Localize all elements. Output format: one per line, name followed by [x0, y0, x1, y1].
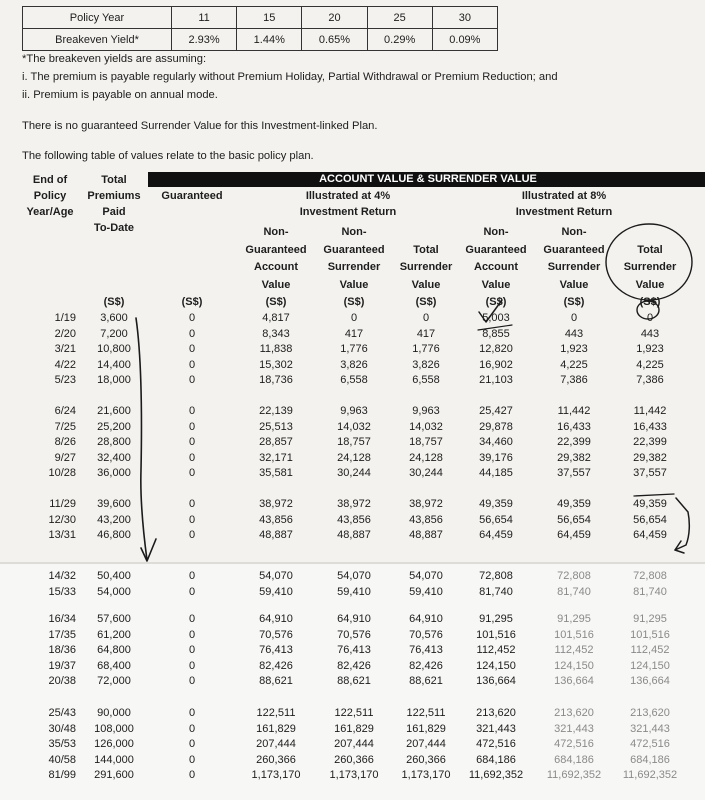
total-surrender-value-4-cell: 18,757: [409, 436, 443, 449]
policy-year-label: Policy Year: [23, 7, 172, 29]
total-surrender-value-8-cell: 11,442: [633, 405, 667, 417]
breakeven-note-item-2: ii. Premium is payable on annual mode.: [22, 89, 218, 101]
total-premiums-cell: 291,600: [94, 769, 134, 782]
breakeven-note-item-1: i. The premium is payable regularly without Premium Holiday, Partial Withdrawal or Premium Reduction; and: [22, 71, 558, 83]
total-premiums-cell: 126,000: [94, 738, 134, 751]
policy-year-cell: 20: [302, 7, 367, 29]
guaranteed-cell: 0: [188, 343, 196, 356]
ng-account-value-4-cell: 122,511: [256, 707, 296, 719]
total-surrender-value-4-cell: 82,426: [409, 659, 443, 672]
ng-surrender-value-8-cell: 11,442: [557, 405, 591, 417]
guaranteed-cell: 0: [188, 529, 196, 542]
ng-surrender-value-4-cell: 1,173,170: [329, 769, 379, 782]
policy-year-age-cell: 14/32: [48, 570, 76, 582]
ng-surrender-value-4-cell: 122,511: [334, 707, 374, 719]
total-surrender-value-8-cell: 124,150: [630, 659, 670, 672]
policy-year-age-cell: 1/19: [54, 312, 76, 324]
ng-surrender-value-4-cell: 417: [344, 327, 364, 340]
ng-surrender-value-4-cell: 70,576: [337, 628, 371, 641]
breakeven-yield-cell: 0.29%: [367, 29, 432, 51]
ng-surrender-value-8-cell: 124,150: [554, 659, 594, 672]
policy-year-age-cell: 40/58: [48, 753, 76, 766]
ng-account-value-4-cell: 207,444: [256, 738, 296, 751]
handwritten-strike: [478, 325, 512, 330]
total-surrender-value-8-cell: 37,557: [633, 467, 667, 480]
total-surrender-value-8-cell: 29,382: [633, 451, 667, 464]
ng-account-value-4-cell: 15,302: [259, 358, 293, 371]
ng-account-value-8-cell: 8,855: [482, 327, 510, 340]
ng-surrender-value-4-cell: 260,366: [334, 753, 374, 766]
policy-year-age-cell: 25/43: [48, 707, 76, 719]
ng-account-value-8-cell: 124,150: [476, 659, 516, 672]
total-surrender-value-8-cell: 136,664: [630, 675, 670, 688]
ng-surrender-value-8-cell: 101,516: [554, 628, 594, 641]
total-surrender-value-8-cell: 49,359: [633, 498, 667, 510]
ng-surrender-value-8-cell: 7,386: [560, 374, 588, 387]
total-premiums-cell: 43,200: [97, 513, 131, 526]
ng-account-value-8-cell: 72,808: [479, 570, 513, 582]
total-surrender-value-8-cell: 112,452: [630, 644, 670, 657]
total-surrender-value-8-cell: 22,399: [633, 436, 667, 449]
policy-year-age-cell: 7/25: [54, 420, 76, 433]
breakeven-yield-cell: 0.09%: [432, 29, 497, 51]
unit-label: (S$): [103, 296, 125, 308]
breakeven-yield-cell: 2.93%: [172, 29, 237, 51]
ng-surrender-value-4-cell: 59,410: [337, 585, 371, 598]
ng-account-value-8-cell: 25,427: [479, 405, 513, 417]
ng-surrender-value-8-cell: 64,459: [557, 529, 591, 542]
ng-account-value-8-cell: 112,452: [476, 644, 516, 657]
total-surrender-value-4-cell: 161,829: [406, 722, 446, 735]
ng-surrender-value-4-cell: 76,413: [337, 644, 371, 657]
total-surrender-value-4-cell: 6,558: [412, 374, 440, 387]
total-surrender-value-4-cell: 30,244: [409, 467, 443, 480]
total-premiums-cell: 7,200: [100, 327, 128, 340]
ng-account-value-4-cell: 88,621: [259, 675, 293, 688]
unit-label: (S$): [415, 296, 437, 308]
ng-surrender-value-8-cell: 472,516: [554, 738, 594, 751]
policy-year-age-cell: 11/29: [49, 498, 76, 510]
ng-surrender-value-4-cell: 3,826: [340, 358, 368, 371]
ng-surrender-value-4-cell: 9,963: [340, 405, 368, 417]
ng-surrender-value-4-cell: 82,426: [337, 659, 371, 672]
guaranteed-cell: 0: [188, 405, 196, 417]
total-surrender-value-8-cell: 91,295: [633, 613, 667, 625]
ng-surrender-value-8-cell: 443: [564, 327, 584, 340]
policy-year-cell: 25: [367, 7, 432, 29]
ng-surrender-value-8-cell: 136,664: [554, 675, 594, 688]
total-surrender-value-4-cell: 43,856: [409, 513, 443, 526]
policy-year-age-cell: 18/36: [48, 644, 76, 657]
ng-account-value-8-cell: 684,186: [476, 753, 516, 766]
guaranteed-header: Guaranteed: [161, 190, 223, 202]
total-surrender-value-4-cell: 48,887: [409, 529, 443, 542]
total-premiums-cell: 18,000: [97, 374, 131, 387]
total-surrender-value-4-cell: 122,511: [406, 707, 446, 719]
guaranteed-cell: 0: [188, 753, 196, 766]
ng-account-value-8-cell: 39,176: [479, 451, 513, 464]
breakeven-note-heading: *The breakeven yields are assuming:: [22, 53, 207, 65]
guaranteed-cell: 0: [188, 659, 196, 672]
policy-year-age-cell: 30/48: [48, 722, 76, 735]
policy-year-age-cell: 15/33: [48, 585, 76, 598]
ng-surrender-value-8-header: Non- Guaranteed Surrender Value: [543, 226, 605, 291]
ng-surrender-value-8-cell: 81,740: [557, 585, 591, 598]
policy-year-age-cell: 10/28: [48, 467, 76, 480]
ng-surrender-value-8-cell: 49,359: [557, 498, 591, 510]
policy-year-cell: 30: [432, 7, 497, 29]
total-surrender-value-8-cell: 4,225: [636, 358, 664, 371]
policy-year-age-cell: 16/34: [48, 613, 76, 625]
total-premiums-cell: 28,800: [97, 436, 131, 449]
total-premiums-cell: 25,200: [97, 420, 131, 433]
guaranteed-cell: 0: [188, 769, 196, 782]
ng-account-value-8-cell: 5,003: [482, 312, 510, 324]
total-surrender-value-4-cell: 417: [416, 327, 436, 340]
total-surrender-value-8-cell: 0: [646, 312, 654, 324]
total-surrender-value-4-cell: 207,444: [406, 738, 446, 751]
total-surrender-value-8-cell: 684,186: [630, 753, 670, 766]
unit-label: (S$): [485, 296, 507, 308]
ng-account-value-4-cell: 76,413: [259, 644, 293, 657]
ng-surrender-value-4-cell: 88,621: [337, 675, 371, 688]
ng-account-value-4-cell: 32,171: [259, 451, 293, 464]
policy-year-age-cell: 4/22: [54, 358, 76, 371]
policy-year-age-cell: 81/99: [48, 769, 76, 782]
breakeven-yield-label: Breakeven Yield*: [23, 29, 172, 51]
handwritten-bracket: [675, 498, 689, 550]
total-surrender-value-8-cell: 1,923: [636, 343, 664, 356]
total-premiums-cell: 36,000: [97, 467, 131, 480]
handwritten-arrow-line: [136, 318, 147, 560]
no-surrender-value-note: There is no guaranteed Surrender Value for this Investment-linked Plan.: [22, 120, 378, 132]
total-surrender-value-4-cell: 9,963: [412, 405, 440, 417]
ng-account-value-8-cell: 64,459: [479, 529, 513, 542]
total-premiums-cell: 3,600: [100, 312, 128, 324]
ng-surrender-value-8-cell: 91,295: [557, 613, 591, 625]
guaranteed-cell: 0: [188, 738, 196, 751]
total-premiums-cell: 64,800: [97, 644, 131, 657]
policy-year-age-cell: 6/24: [54, 405, 76, 417]
ng-account-value-8-cell: 101,516: [476, 628, 516, 641]
ng-account-value-4-cell: 54,070: [259, 570, 293, 582]
total-surrender-value-4-cell: 14,032: [409, 420, 443, 433]
guaranteed-cell: 0: [188, 570, 196, 582]
ng-surrender-value-4-cell: 207,444: [334, 738, 374, 751]
breakeven-yield-cell: 1.44%: [237, 29, 302, 51]
total-surrender-value-8-cell: 472,516: [630, 738, 670, 751]
total-premiums-cell: 50,400: [97, 570, 131, 582]
ng-account-value-8-cell: 29,878: [479, 420, 513, 433]
ng-surrender-value-4-cell: 6,558: [340, 374, 368, 387]
total-surrender-value-8-cell: 16,433: [633, 420, 667, 433]
handwritten-circle-zero: [637, 301, 659, 319]
ng-surrender-value-8-cell: 72,808: [557, 570, 591, 582]
handwritten-strike: [634, 494, 674, 496]
ng-account-value-8-cell: 56,654: [479, 513, 513, 526]
ng-account-value-8-cell: 472,516: [476, 738, 516, 751]
guaranteed-cell: 0: [188, 358, 196, 371]
ng-surrender-value-4-cell: 30,244: [337, 467, 371, 480]
total-surrender-value-4-cell: 260,366: [406, 753, 446, 766]
ng-account-value-4-cell: 161,829: [256, 722, 296, 735]
total-premiums-cell: 39,600: [97, 498, 131, 510]
ng-surrender-value-8-cell: 22,399: [557, 436, 591, 449]
total-surrender-value-8-cell: 443: [640, 327, 660, 340]
policy-year-age-cell: 35/53: [48, 738, 76, 751]
guaranteed-cell: 0: [188, 628, 196, 641]
ng-surrender-value-4-cell: 14,032: [337, 420, 371, 433]
policy-year-age-cell: 12/30: [48, 513, 76, 526]
guaranteed-cell: 0: [188, 675, 196, 688]
ng-account-value-4-cell: 48,887: [259, 529, 293, 542]
end-of-policy-header: End of Policy Year/Age: [26, 174, 74, 218]
ng-account-value-4-cell: 1,173,170: [251, 769, 301, 782]
ng-surrender-value-8-cell: 213,620: [554, 707, 594, 719]
unit-label: (S$): [563, 296, 585, 308]
total-premiums-cell: 144,000: [94, 753, 134, 766]
total-surrender-value-4-cell: 88,621: [409, 675, 443, 688]
total-surrender-value-4-cell: 59,410: [409, 585, 443, 598]
ng-account-value-4-cell: 18,736: [259, 374, 293, 387]
total-surrender-value-4-cell: 24,128: [409, 451, 443, 464]
total-surrender-value-4-cell: 70,576: [409, 628, 443, 641]
ng-account-value-4-cell: 35,581: [259, 467, 293, 480]
ng-account-value-4-cell: 25,513: [259, 420, 293, 433]
policy-year-age-cell: 2/20: [54, 327, 76, 340]
ng-account-value-8-cell: 91,295: [479, 613, 513, 625]
ng-surrender-value-4-cell: 18,757: [337, 436, 371, 449]
total-surrender-value-8-cell: 101,516: [630, 628, 670, 641]
ng-surrender-value-4-cell: 161,829: [334, 722, 374, 735]
ng-account-value-8-cell: 12,820: [479, 343, 513, 356]
ng-account-value-8-cell: 16,902: [479, 358, 513, 371]
total-surrender-value-4-cell: 1,776: [412, 343, 440, 356]
guaranteed-cell: 0: [188, 420, 196, 433]
guaranteed-cell: 0: [188, 585, 196, 598]
ng-account-value-8-header: Non- Guaranteed Account Value: [465, 226, 527, 291]
unit-label: (S$): [343, 296, 365, 308]
total-surrender-value-4-cell: 3,826: [412, 358, 440, 371]
total-surrender-value-8-header: Total Surrender Value: [623, 243, 677, 291]
ng-surrender-value-4-cell: 64,910: [337, 613, 371, 625]
guaranteed-cell: 0: [188, 722, 196, 735]
ng-surrender-value-4-cell: 54,070: [337, 570, 371, 582]
handwritten-check-mark: [479, 300, 502, 322]
policy-year-age-cell: 3/21: [54, 343, 76, 356]
ng-surrender-value-8-cell: 16,433: [557, 420, 591, 433]
ng-account-value-4-cell: 22,139: [259, 405, 293, 417]
total-premiums-cell: 61,200: [97, 628, 131, 641]
guaranteed-cell: 0: [188, 707, 196, 719]
ng-account-value-8-cell: 21,103: [479, 374, 513, 387]
ng-account-value-4-cell: 260,366: [256, 753, 296, 766]
ng-surrender-value-4-cell: 48,887: [337, 529, 371, 542]
ng-account-value-4-cell: 4,817: [262, 312, 290, 324]
ng-account-value-8-cell: 34,460: [479, 436, 513, 449]
ng-account-value-4-cell: 70,576: [259, 628, 293, 641]
total-surrender-value-4-cell: 54,070: [409, 570, 443, 582]
ng-surrender-value-4-cell: 0: [350, 312, 358, 324]
total-premiums-cell: 14,400: [97, 358, 131, 371]
total-surrender-value-4-header: Total Surrender Value: [399, 243, 453, 291]
ng-account-value-8-cell: 81,740: [479, 585, 513, 598]
total-surrender-value-8-cell: 56,654: [633, 513, 667, 526]
ng-account-value-4-cell: 28,857: [259, 436, 293, 449]
total-surrender-value-8-cell: 11,692,352: [622, 769, 678, 782]
ng-surrender-value-8-cell: 56,654: [557, 513, 591, 526]
policy-year-cell: 15: [237, 7, 302, 29]
ng-surrender-value-4-cell: 43,856: [337, 513, 371, 526]
total-surrender-value-4-cell: 38,972: [409, 498, 443, 510]
guaranteed-cell: 0: [188, 451, 196, 464]
guaranteed-cell: 0: [188, 613, 196, 625]
ng-account-value-8-cell: 136,664: [476, 675, 516, 688]
guaranteed-cell: 0: [188, 374, 196, 387]
total-premiums-header: Total Premiums Paid To-Date: [87, 174, 141, 234]
ng-surrender-value-8-cell: 37,557: [557, 467, 591, 480]
ng-surrender-value-4-cell: 38,972: [337, 498, 371, 510]
account-value-banner: ACCOUNT VALUE & SURRENDER VALUE: [148, 172, 705, 187]
ng-surrender-value-8-cell: 0: [570, 312, 578, 324]
ng-surrender-value-8-cell: 321,443: [554, 722, 594, 735]
policy-year-age-cell: 8/26: [54, 436, 76, 449]
ng-account-value-8-cell: 44,185: [479, 467, 513, 480]
guaranteed-cell: 0: [188, 467, 196, 480]
handwritten-circle-header: [606, 224, 692, 300]
ng-surrender-value-4-cell: 1,776: [340, 343, 368, 356]
ng-surrender-value-8-cell: 1,923: [560, 343, 588, 356]
ng-account-value-4-cell: 38,972: [259, 498, 293, 510]
guaranteed-cell: 0: [188, 644, 196, 657]
table-intro-note: The following table of values relate to the basic policy plan.: [22, 150, 314, 162]
total-premiums-cell: 32,400: [97, 451, 131, 464]
ng-surrender-value-8-cell: 4,225: [560, 358, 588, 371]
ng-account-value-8-cell: 321,443: [476, 722, 516, 735]
ng-surrender-value-8-cell: 29,382: [557, 451, 591, 464]
policy-year-age-cell: 9/27: [54, 451, 76, 464]
policy-year-age-cell: 19/37: [48, 659, 76, 672]
illustrated-4-header: Illustrated at 4% Investment Return: [299, 190, 397, 218]
policy-year-age-cell: 5/23: [54, 374, 76, 387]
total-surrender-value-8-cell: 213,620: [630, 707, 670, 719]
ng-account-value-8-cell: 213,620: [476, 707, 516, 719]
total-surrender-value-4-cell: 76,413: [409, 644, 443, 657]
total-premiums-cell: 72,000: [97, 675, 131, 688]
total-surrender-value-8-cell: 64,459: [633, 529, 667, 542]
ng-account-value-4-cell: 82,426: [259, 659, 293, 672]
total-premiums-cell: 90,000: [97, 707, 131, 719]
policy-year-age-cell: 17/35: [48, 628, 76, 641]
total-surrender-value-8-cell: 7,386: [636, 374, 664, 387]
unit-label: (S$): [181, 296, 203, 308]
ng-surrender-value-8-cell: 112,452: [554, 644, 594, 657]
ng-surrender-value-4-header: Non- Guaranteed Surrender Value: [323, 226, 385, 291]
total-surrender-value-4-cell: 1,173,170: [401, 769, 451, 782]
policy-year-cell: 11: [172, 7, 237, 29]
ng-account-value-8-cell: 49,359: [479, 498, 513, 510]
ng-account-value-4-cell: 59,410: [259, 585, 293, 598]
ng-surrender-value-8-cell: 684,186: [554, 753, 594, 766]
total-surrender-value-8-cell: 321,443: [630, 722, 670, 735]
illustrated-8-header: Illustrated at 8% Investment Return: [515, 190, 613, 218]
ng-surrender-value-4-cell: 24,128: [337, 451, 371, 464]
ng-account-value-4-cell: 8,343: [262, 327, 290, 340]
ng-account-value-4-cell: 11,838: [259, 343, 293, 356]
unit-label: (S$): [265, 296, 287, 308]
total-premiums-cell: 54,000: [97, 585, 131, 598]
handwritten-arrow-head: [141, 539, 156, 561]
total-premiums-cell: 46,800: [97, 529, 131, 542]
total-premiums-cell: 21,600: [97, 405, 131, 417]
total-premiums-cell: 57,600: [97, 613, 131, 625]
total-surrender-value-4-cell: 64,910: [409, 613, 443, 625]
guaranteed-cell: 0: [188, 436, 196, 449]
breakeven-yield-cell: 0.65%: [302, 29, 367, 51]
total-surrender-value-4-cell: 0: [422, 312, 430, 324]
total-premiums-cell: 108,000: [94, 722, 134, 735]
total-premiums-cell: 68,400: [97, 659, 131, 672]
policy-year-age-cell: 20/38: [48, 675, 76, 688]
guaranteed-cell: 0: [188, 513, 196, 526]
ng-account-value-4-header: Non- Guaranteed Account Value: [245, 226, 307, 291]
guaranteed-cell: 0: [188, 312, 196, 324]
ng-account-value-4-cell: 43,856: [259, 513, 293, 526]
ng-surrender-value-8-cell: 11,692,352: [546, 769, 602, 782]
policy-year-age-cell: 13/31: [48, 529, 76, 542]
guaranteed-cell: 0: [188, 498, 196, 510]
ng-account-value-8-cell: 11,692,352: [468, 769, 524, 782]
total-surrender-value-8-cell: 72,808: [633, 570, 667, 582]
guaranteed-cell: 0: [188, 327, 196, 340]
total-surrender-value-8-cell: 81,740: [633, 585, 667, 598]
ng-account-value-4-cell: 64,910: [259, 613, 293, 625]
unit-label: (S$): [639, 296, 661, 308]
total-premiums-cell: 10,800: [97, 343, 131, 356]
